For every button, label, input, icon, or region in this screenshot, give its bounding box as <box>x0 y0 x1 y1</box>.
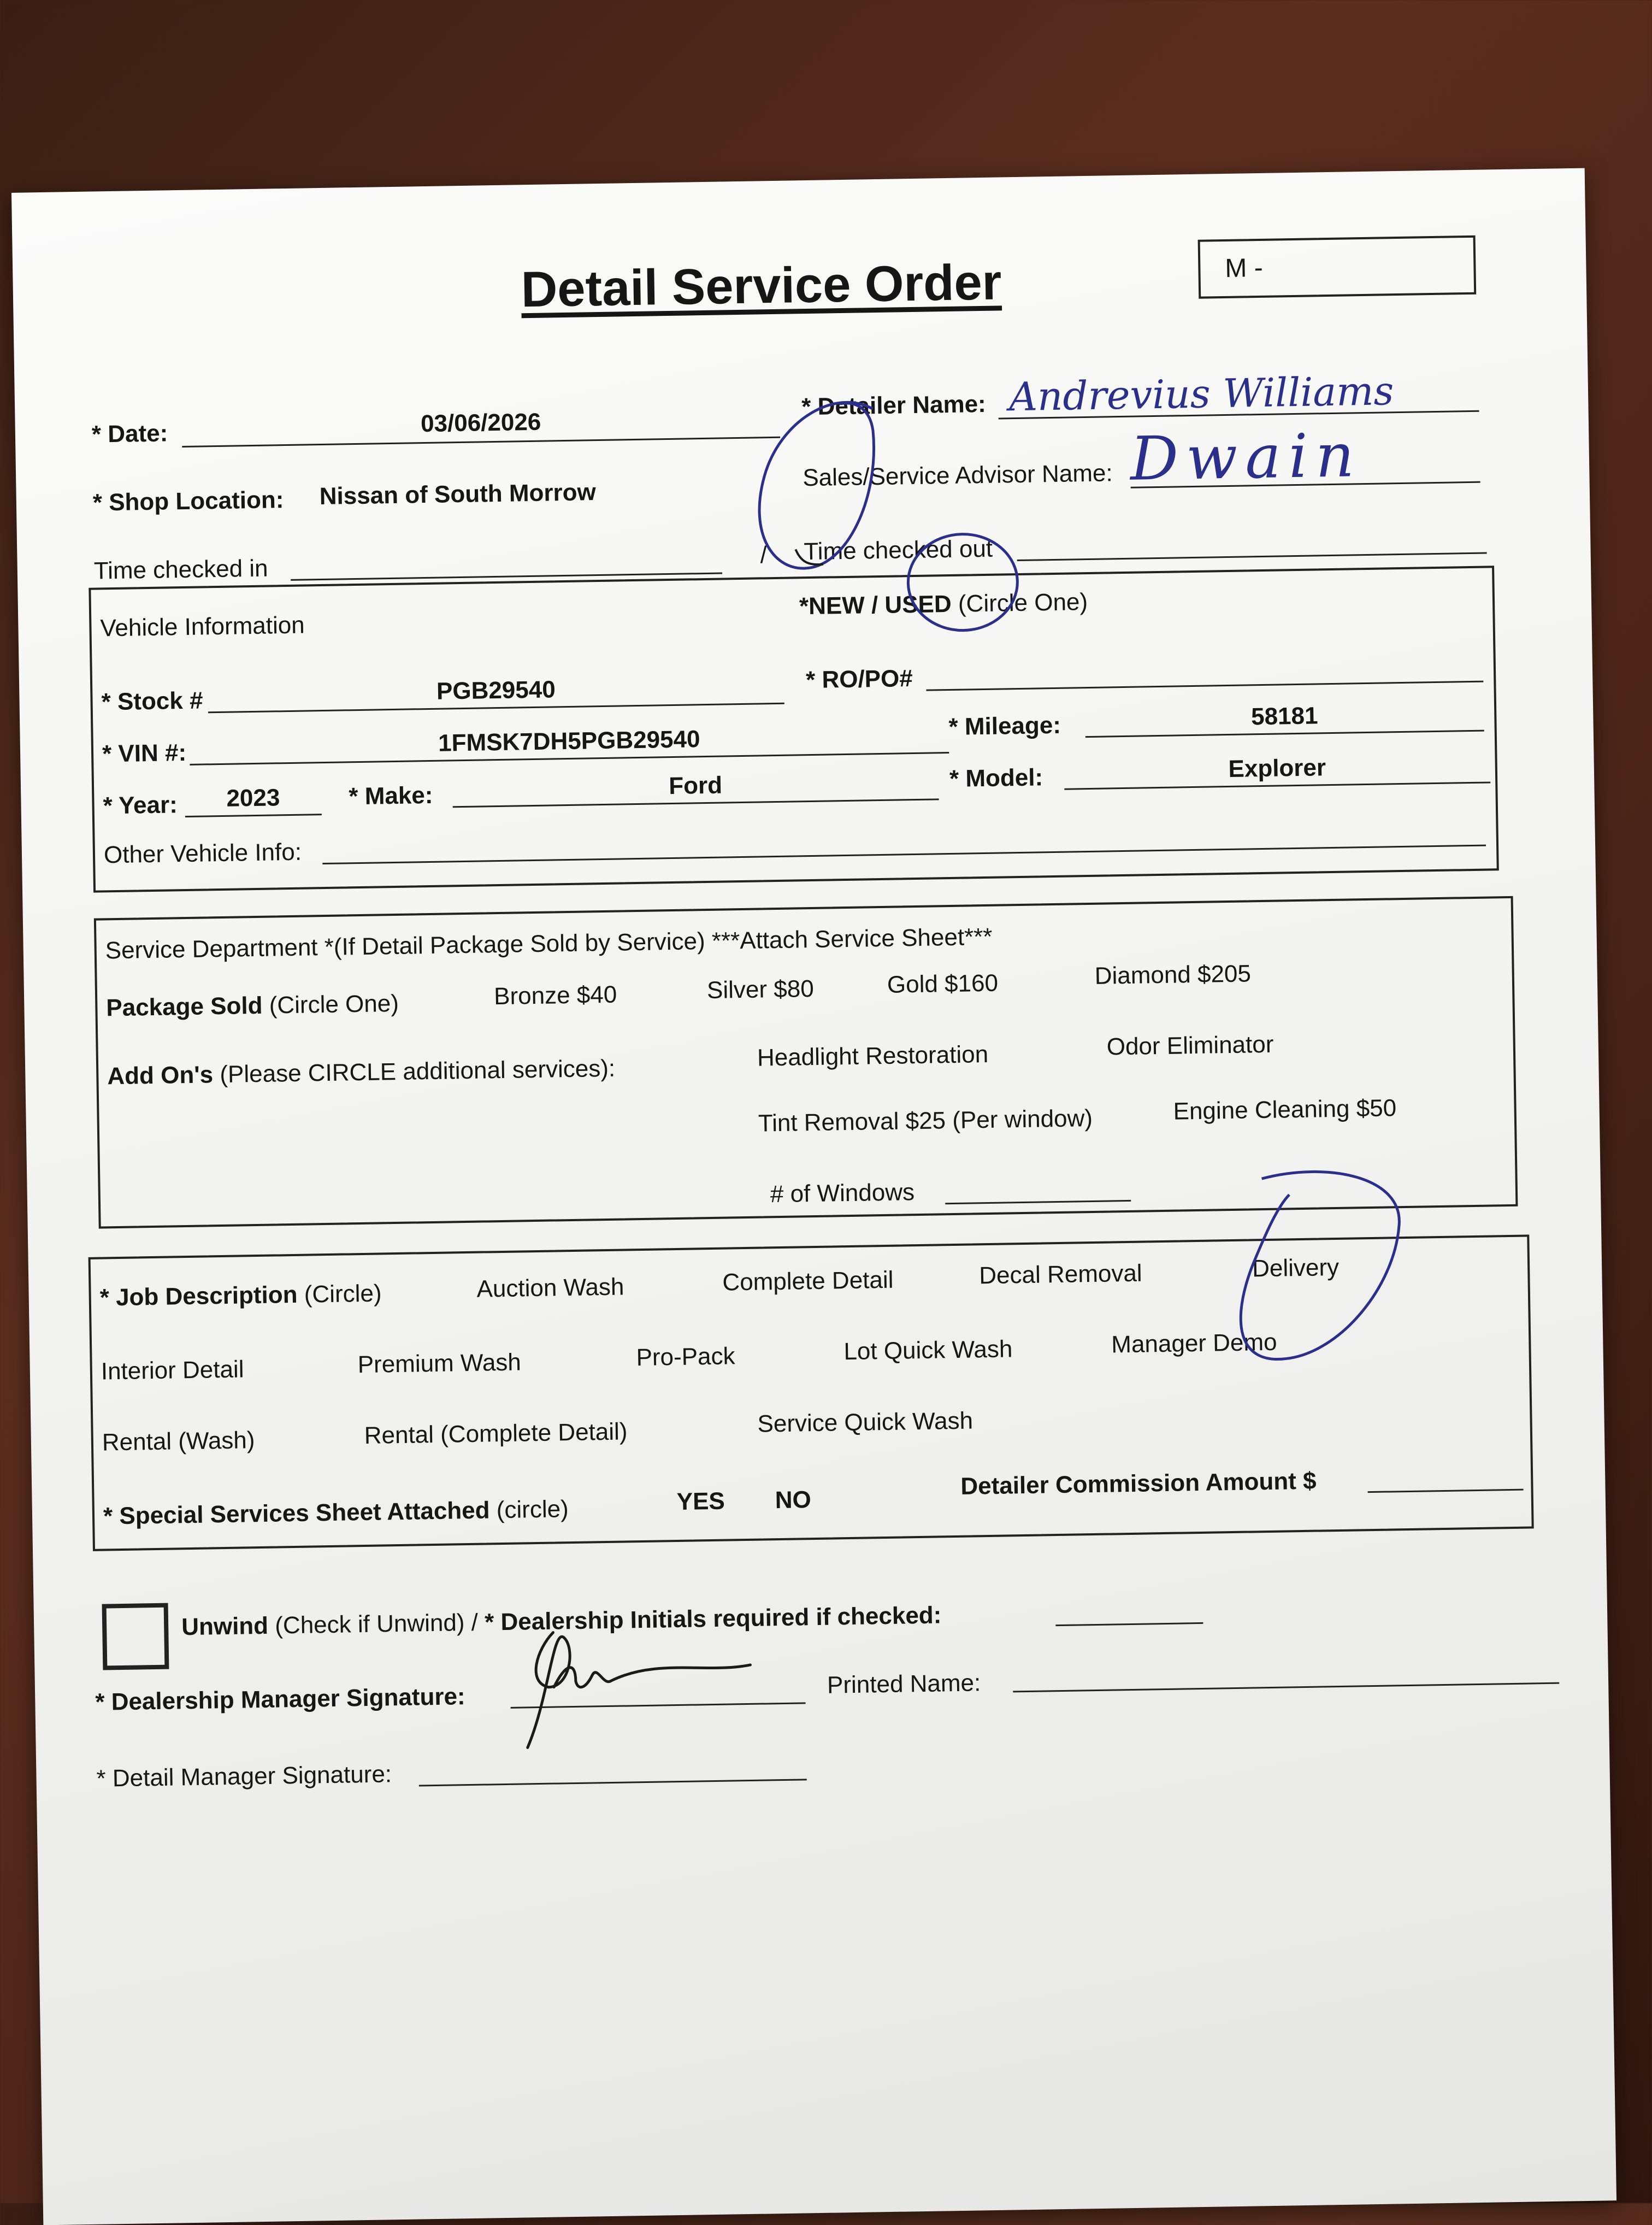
time-out-field[interactable] <box>1017 552 1487 562</box>
job-description-label: * Job Description <box>99 1281 298 1311</box>
stock-value: PGB29540 <box>436 676 556 705</box>
time-in-label: Time checked in <box>93 555 268 585</box>
advisor-label: Sales/Service Advisor Name: <box>802 460 1113 492</box>
detailer-name-label: * Detailer Name: <box>801 390 987 421</box>
addons-label: Add On's <box>107 1061 214 1090</box>
ink-circle-delivery <box>1218 1154 1429 1376</box>
detailer-name-value: Andrevius Williams <box>1008 368 1395 420</box>
job-premium-wash[interactable]: Premium Wash <box>357 1349 522 1379</box>
year-label: * Year: <box>103 791 178 820</box>
time-slash: / <box>760 541 768 569</box>
detail-manager-signature-label <box>96 1761 392 1792</box>
special-services-label: * Special Services Sheet Attached <box>103 1497 490 1530</box>
make-value: Ford <box>668 772 723 800</box>
printed-name-field[interactable] <box>1013 1682 1559 1693</box>
job-interior-detail[interactable]: Interior Detail <box>101 1356 244 1385</box>
package-gold[interactable]: Gold $160 <box>887 969 999 998</box>
special-yes-option[interactable]: YES <box>676 1487 725 1516</box>
make-label: * Make: <box>349 781 433 810</box>
mileage-label: * Mileage: <box>948 711 1061 741</box>
commission-label: Detailer Commission Amount $ <box>960 1467 1317 1500</box>
job-rental-complete-detail[interactable]: Rental (Complete Detail) <box>364 1418 628 1449</box>
model-value: Explorer <box>1228 754 1326 782</box>
addons-note: (Please CIRCLE additional services): <box>220 1055 616 1088</box>
printed-name-label: Printed Name: <box>827 1669 981 1699</box>
new-used-note: (Circle One) <box>958 588 1088 617</box>
dealer-signature-label: * Dealership Manager Signature: <box>95 1683 465 1716</box>
addon-headlight-restoration[interactable]: Headlight Restoration <box>757 1040 989 1072</box>
order-number-box[interactable] <box>1198 236 1477 299</box>
ink-circle-used <box>902 527 1024 638</box>
shop-location-value: Nissan of South Morrow <box>319 479 597 510</box>
dealer-signature-scribble <box>515 1612 790 1759</box>
unwind-label: Unwind <box>181 1612 269 1641</box>
form-title: Detail Service Order <box>521 254 1002 318</box>
package-silver[interactable]: Silver $80 <box>706 975 815 1004</box>
date-value: 03/06/2026 <box>420 408 541 438</box>
job-pro-pack[interactable]: Pro-Pack <box>636 1343 735 1372</box>
addon-odor-eliminator[interactable]: Odor Eliminator <box>1106 1031 1274 1061</box>
job-description-note: (Circle) <box>304 1280 382 1308</box>
job-auction-wash[interactable]: Auction Wash <box>476 1273 624 1303</box>
dealership-initials-field[interactable] <box>1055 1622 1203 1626</box>
special-services-note: (circle) <box>496 1496 569 1524</box>
time-out-label: Time checked out <box>804 535 993 566</box>
dealership-initials-label: * Dealership Initials required if checked: <box>484 1602 942 1636</box>
unwind-checkbox[interactable] <box>102 1603 169 1670</box>
vin-value: 1FMSK7DH5PGB29540 <box>438 726 700 757</box>
vehicle-info-heading: Vehicle Information <box>100 611 305 642</box>
job-rental-wash[interactable]: Rental (Wash) <box>102 1427 255 1456</box>
advisor-value: Dwain <box>1129 420 1362 494</box>
year-value: 2023 <box>226 784 280 812</box>
unwind-note: (Check if Unwind) / <box>274 1609 479 1639</box>
other-info-label: Other Vehicle Info: <box>103 838 302 869</box>
package-bronze[interactable]: Bronze $40 <box>493 981 617 1010</box>
stock-label: * Stock # <box>101 687 203 716</box>
mileage-value: 58181 <box>1250 702 1318 731</box>
job-delivery[interactable]: Delivery <box>1252 1253 1340 1282</box>
package-sold-note: (Circle One) <box>269 990 399 1019</box>
package-diamond[interactable]: Diamond $205 <box>1094 960 1252 990</box>
vin-label: * VIN #: <box>102 739 187 768</box>
ink-tick-advisor <box>793 544 826 572</box>
package-sold-label: Package Sold <box>106 992 263 1022</box>
order-number-label: M - <box>1224 253 1264 283</box>
model-label: * Model: <box>949 764 1043 793</box>
job-decal-removal[interactable]: Decal Removal <box>978 1259 1143 1290</box>
form-paper <box>11 168 1616 2225</box>
package-sold-row <box>106 990 399 1022</box>
shop-location-label: * Shop Location: <box>92 486 284 516</box>
job-service-quick-wash[interactable]: Service Quick Wash <box>757 1407 974 1438</box>
new-used-label: *NEW / USED <box>799 590 952 620</box>
windows-label: # of Windows <box>770 1179 915 1208</box>
special-no-option[interactable]: NO <box>775 1486 812 1514</box>
ro-po-label: * RO/PO# <box>805 665 913 694</box>
service-dept-heading: Service Department *(If Detail Package Sold by Service) ***Attach Service Sheet*** <box>105 923 993 964</box>
detail-manager-signature-text: * Detail Manager Signature: <box>96 1761 392 1792</box>
detail-manager-signature-field[interactable] <box>419 1779 807 1786</box>
job-complete-detail[interactable]: Complete Detail <box>722 1266 894 1296</box>
job-manager-demo[interactable]: Manager Demo <box>1111 1328 1277 1358</box>
job-lot-quick-wash[interactable]: Lot Quick Wash <box>843 1335 1013 1365</box>
addon-engine-cleaning[interactable]: Engine Cleaning $50 <box>1173 1094 1397 1125</box>
job-description-row <box>99 1280 382 1311</box>
date-label: * Date: <box>91 420 168 448</box>
addon-tint-removal[interactable]: Tint Removal $25 (Per window) <box>758 1104 1093 1137</box>
